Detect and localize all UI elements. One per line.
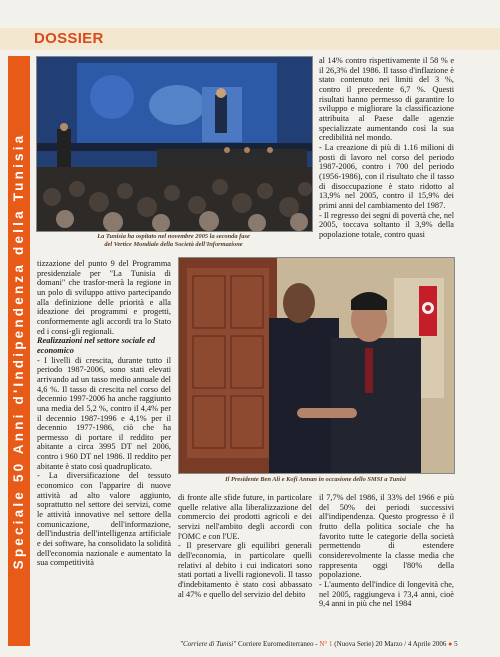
page-number: 5 (454, 640, 458, 648)
paragraph: - I livelli di crescita, durante tutto il periodo 1987-2006, sono stati elevati arrivando ad un tasso medio annuale del 4,6 %. Il tasso di crescita nel corso del decennio 1997-2006 ha anche raggiunto una media del 5,2 %, contro il 4,4% per il decennio 1987-1996 e 4,1% per il decennio 1977-1986, ciò che ha permesso di portare il reddito per abitante a circa 3995 DT nel 2006, contro i 960 DT nel 1986. Il reddito per abitante è stato così quadruplicato. (37, 355, 171, 471)
footer (180, 640, 458, 649)
section-title: DOSSIER (34, 30, 104, 47)
paragraph: - L'aumento dell'indice di longevità che, nel 2005, raggiungeva i 73,4 anni, cioè 9,4 anni in più che nel 1984 (319, 579, 454, 609)
page-number-bullet: ● (448, 640, 453, 648)
column-middle-bottom (178, 493, 312, 599)
paragraph: - Il preservare gli equilibri generali dell'economia, in particolare quelli relativi al debito i cui indicatori sono stati portati a livelli ragionevoli. Il tasso d'indebitamento è stato così abbassato al 47% e quello del servizio del debito (178, 541, 312, 599)
paragraph: - La creazione di più di 1.16 milioni di posti di lavoro nel corso del periodo 1987-2006, contro i 700 del periodo (1956-1986), con il risultato che il tasso di disoccupazione è stato ridotto al 13,9% nel 2005, contro il 15,9% dei primi anni del cambiamento del 1987. (319, 142, 454, 210)
column-left (37, 259, 171, 568)
paragraph: - La diversificazione del tessuto economico con l'apparire di nuove attività ad alto valore aggiunto, soprattutto nel settore dei servizi, come le attività innovative nel settore della comunicazione, dell'informazione, dell'industria dell'intelligenza artificiale e dei software, ha consolidato la solidità dell'economia nazionale e aumentato la sua competitività (37, 471, 171, 568)
column-right-top (319, 56, 454, 239)
side-banner-text: Speciale 50 Anni d'Indipendenza della Tunisia (11, 132, 26, 570)
paragraph: tizzazione del punto 9 del Programma presidenziale per "La Tunisia di domani" che trasfor-merà la regione in un polo di sviluppo attivo partecipando alla definizione delle priorità e alla ideazione dei programmi e progetti, conformemente agli accordi tra lo Stato ed i consi-gli regionali. (37, 259, 171, 336)
bottom-photo-caption: Il Presidente Ben Ali e Kofi Annan in occasione dello SMSI a Tunisi (225, 476, 406, 483)
caption-line: La Tunisia ha ospitato nel novembre 2005 la seconda fase (97, 233, 250, 240)
caption-line: del Vertice Mondiale della Società dell'Informazione (104, 241, 243, 248)
conference-photo (36, 56, 313, 232)
footer-text: Corriere Euromediterraneo - (236, 640, 320, 648)
footer-publication: "Corriere di Tunisi" (180, 640, 237, 648)
conference-illustration (37, 57, 312, 231)
footer-dates: (Nuova Serie) 20 Marzo / 4 Aprile 2006 (332, 640, 447, 648)
handshake-illustration (179, 258, 454, 473)
paragraph: al 14% contro rispettivamente il 58 % e il 26,3% del 1986. Il tasso d'inflazione è stato contenuto nei limiti del 3 %, contro il precedente 6,7 %. Questi risultati hanno permesso di garantire lo sviluppo e migliorare la classificazione attribuita al Paese dalle agenzie specializzate aumentando così la sua credibilità nel mondo. (319, 56, 454, 143)
paragraph: di fronte alle sfide future, in particolare quelle relative alla liberalizzazione del commercio dei prodotti agricoli e dei servizi nell'ambito degli accordi con l'OMC e con l'UE. (178, 493, 312, 541)
handshake-photo (178, 257, 455, 474)
paragraph: il 7,7% del 1986, il 33% del 1966 e più del 50% dei periodi successivi all'indipendenza. Questo progresso è il frutto della politica sociale che ha favorito tutte le categorie della società permettendo di estendere considerevolmente la classe media che rappresenta oggi l'80% della popolazione. (319, 493, 454, 580)
subheading: Realizzazioni nel settore sociale ed economico (37, 336, 155, 355)
footer-issue: N° 1 (319, 640, 333, 648)
column-right-bottom (319, 493, 454, 609)
top-photo-caption (36, 233, 311, 249)
paragraph: - Il regresso dei segni di povertà che, nel 2005, toccava soltanto il 3,9% della popolazione totale, contro quasi (319, 210, 454, 239)
